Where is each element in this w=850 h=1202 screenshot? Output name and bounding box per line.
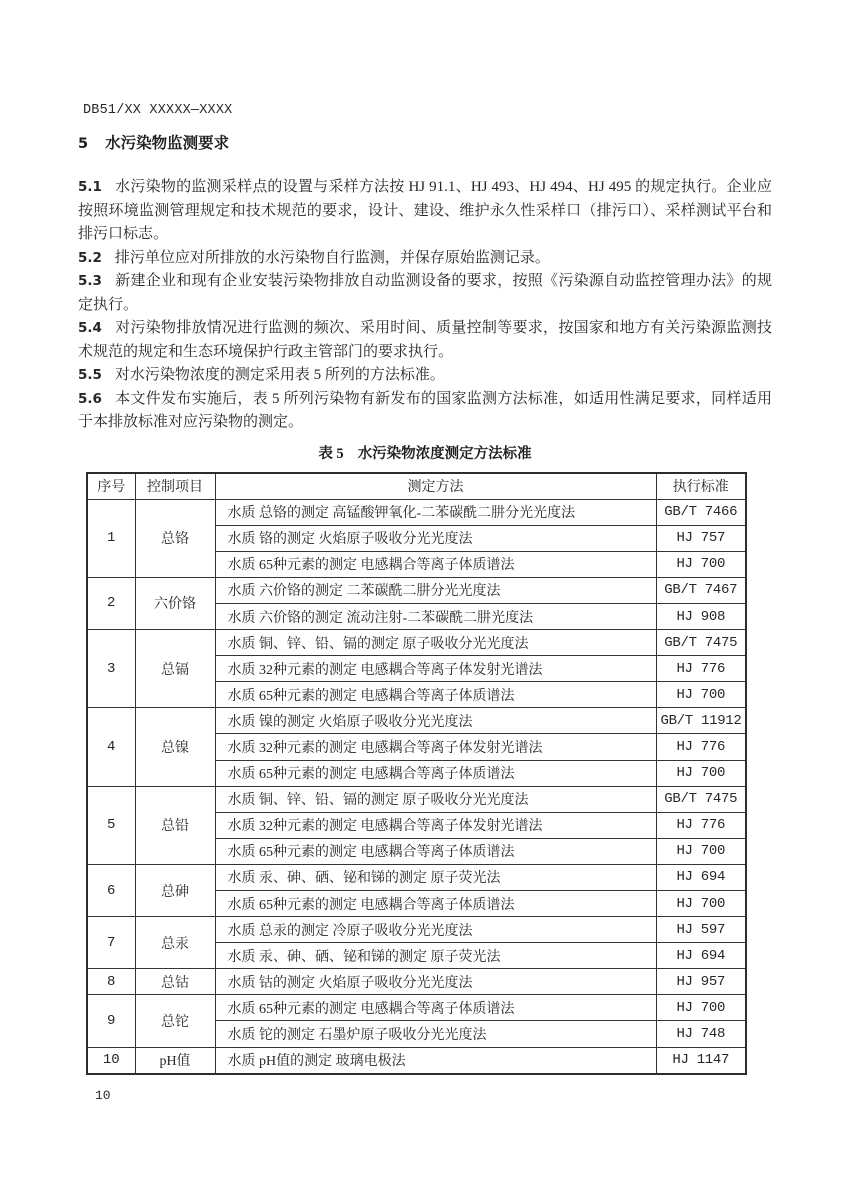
table-header-row [87, 473, 746, 500]
clause-5-6 [78, 388, 772, 435]
clause-number: 5.5 [78, 367, 102, 383]
doc-number: DB51/XX XXXXX—XXXX [83, 103, 233, 118]
method-cell: 水质 总铬的测定 高锰酸钾氧化-二苯碳酰二肼分光光度法 [215, 499, 656, 525]
method-cell: 水质 pH值的测定 玻璃电极法 [215, 1047, 656, 1074]
clause-5-1 [78, 176, 772, 247]
methods-table [86, 472, 747, 1075]
section-title: 水污染物监测要求 [105, 135, 230, 152]
standard-cell: HJ 694 [656, 943, 746, 969]
clause-number: 5.2 [78, 249, 102, 266]
clause-text: 排污单位应对所排放的水污染物自行监测，并保存原始监测记录。 [114, 249, 550, 266]
clause-5-3 [78, 270, 772, 317]
standard-cell: HJ 700 [656, 682, 746, 708]
table-row [87, 995, 746, 1021]
standard-cell: GB/T 7466 [656, 499, 746, 525]
row-item: 总镍 [135, 708, 215, 786]
row-no: 2 [87, 577, 135, 629]
row-no: 1 [87, 499, 135, 577]
standard-cell: HJ 776 [656, 812, 746, 838]
row-item: 总铅 [135, 786, 215, 864]
clause-text: 对水污染物浓度的测定采用表 5 所列的方法标准。 [114, 367, 445, 383]
clause-text: 新建企业和现有企业安装污染物排放自动监测设备的要求，按照《污染源自动监控管理办法》的规定执行。 [78, 273, 772, 313]
row-item: 总铊 [135, 995, 215, 1047]
clause-5-5 [78, 364, 772, 388]
standard-cell: GB/T 7475 [656, 786, 746, 812]
method-cell: 水质 汞、砷、硒、铋和锑的测定 原子荧光法 [215, 943, 656, 969]
section-number: 5 [78, 136, 89, 152]
method-cell: 水质 六价铬的测定 流动注射-二苯碳酰二肼光度法 [215, 603, 656, 629]
table-row [87, 499, 746, 525]
section-heading [78, 131, 772, 153]
standard-cell: HJ 748 [656, 1021, 746, 1047]
standard-cell: GB/T 7467 [656, 577, 746, 603]
method-cell: 水质 65种元素的测定 电感耦合等离子体质谱法 [215, 838, 656, 864]
row-no: 3 [87, 630, 135, 708]
table-row [87, 577, 746, 603]
clause-5-2 [78, 247, 772, 271]
row-no: 9 [87, 995, 135, 1047]
method-cell: 水质 铊的测定 石墨炉原子吸收分光光度法 [215, 1021, 656, 1047]
method-cell: 水质 32种元素的测定 电感耦合等离子体发射光谱法 [215, 734, 656, 760]
row-no: 10 [87, 1047, 135, 1074]
table-row [87, 786, 746, 812]
standard-cell: HJ 700 [656, 995, 746, 1021]
table-row [87, 1047, 746, 1074]
row-no: 8 [87, 969, 135, 995]
header-standard: 执行标准 [656, 473, 746, 500]
method-cell: 水质 铜、锌、铅、镉的测定 原子吸收分光光度法 [215, 630, 656, 656]
table-row [87, 969, 746, 995]
method-cell: 水质 六价铬的测定 二苯碳酰二肼分光光度法 [215, 577, 656, 603]
table-caption-title: 水污染物浓度测定方法标准 [357, 445, 532, 462]
method-cell: 水质 铜、锌、铅、镉的测定 原子吸收分光光度法 [215, 786, 656, 812]
method-cell: 水质 总汞的测定 冷原子吸收分光光度法 [215, 917, 656, 943]
standard-cell: GB/T 11912 [656, 708, 746, 734]
row-item: 总铬 [135, 499, 215, 577]
row-item: pH值 [135, 1047, 215, 1074]
table-row [87, 708, 746, 734]
clause-number: 5.6 [78, 390, 102, 407]
row-no: 6 [87, 864, 135, 916]
method-cell: 水质 32种元素的测定 电感耦合等离子体发射光谱法 [215, 812, 656, 838]
standard-cell: GB/T 7475 [656, 630, 746, 656]
standard-cell: HJ 757 [656, 525, 746, 551]
standard-cell: HJ 776 [656, 656, 746, 682]
clause-number: 5.1 [78, 179, 102, 195]
row-no: 4 [87, 708, 135, 786]
header-no: 序号 [87, 473, 135, 500]
header-method: 测定方法 [215, 473, 656, 500]
page-number: 10 [95, 1087, 111, 1103]
clause-number: 5.4 [78, 320, 102, 336]
standard-cell: HJ 1147 [656, 1047, 746, 1074]
clause-text: 水污染物的监测采样点的设置与采样方法按 HJ 91.1、HJ 493、HJ 494、HJ 495 的规定执行。企业应按照环境监测管理规定和技术规范的要求，设计、建设、维护永久性采样口（排污口）、采样测试平台和排污口标志。 [78, 179, 772, 242]
method-cell: 水质 65种元素的测定 电感耦合等离子体质谱法 [215, 682, 656, 708]
row-no: 7 [87, 917, 135, 969]
header-item: 控制项目 [135, 473, 215, 500]
clause-5-4 [78, 317, 772, 364]
standard-cell: HJ 700 [656, 891, 746, 917]
clause-text: 本文件发布实施后，表 5 所列污染物有新发布的国家监测方法标准，如适用性满足要求，同样适用于本排放标准对应污染物的测定。 [78, 390, 772, 430]
row-item: 总镉 [135, 630, 215, 708]
clause-text: 对污染物排放情况进行监测的频次、采用时间、质量控制等要求，按国家和地方有关污染源监测技术规范的规定和生态环境保护行政主管部门的要求执行。 [78, 320, 772, 360]
standard-cell: HJ 700 [656, 838, 746, 864]
method-cell: 水质 铬的测定 火焰原子吸收分光光度法 [215, 525, 656, 551]
method-cell: 水质 65种元素的测定 电感耦合等离子体质谱法 [215, 551, 656, 577]
method-cell: 水质 65种元素的测定 电感耦合等离子体质谱法 [215, 995, 656, 1021]
clause-list [78, 176, 772, 435]
table-caption [78, 442, 772, 463]
row-item: 六价铬 [135, 577, 215, 629]
standard-cell: HJ 776 [656, 734, 746, 760]
method-cell: 水质 汞、砷、硒、铋和锑的测定 原子荧光法 [215, 864, 656, 890]
table-row [87, 630, 746, 656]
standard-cell: HJ 694 [656, 864, 746, 890]
row-item: 总砷 [135, 864, 215, 916]
standard-cell: HJ 597 [656, 917, 746, 943]
row-no: 5 [87, 786, 135, 864]
method-cell: 水质 镍的测定 火焰原子吸收分光光度法 [215, 708, 656, 734]
table-row [87, 864, 746, 890]
table-row [87, 917, 746, 943]
table-caption-label: 表 5 [318, 445, 344, 462]
standard-cell: HJ 908 [656, 603, 746, 629]
method-cell: 水质 钴的测定 火焰原子吸收分光光度法 [215, 969, 656, 995]
method-cell: 水质 65种元素的测定 电感耦合等离子体质谱法 [215, 760, 656, 786]
standard-cell: HJ 700 [656, 760, 746, 786]
method-cell: 水质 32种元素的测定 电感耦合等离子体发射光谱法 [215, 656, 656, 682]
row-item: 总汞 [135, 917, 215, 969]
method-cell: 水质 65种元素的测定 电感耦合等离子体质谱法 [215, 891, 656, 917]
standard-cell: HJ 957 [656, 969, 746, 995]
standard-cell: HJ 700 [656, 551, 746, 577]
clause-number: 5.3 [78, 273, 102, 289]
row-item: 总钴 [135, 969, 215, 995]
